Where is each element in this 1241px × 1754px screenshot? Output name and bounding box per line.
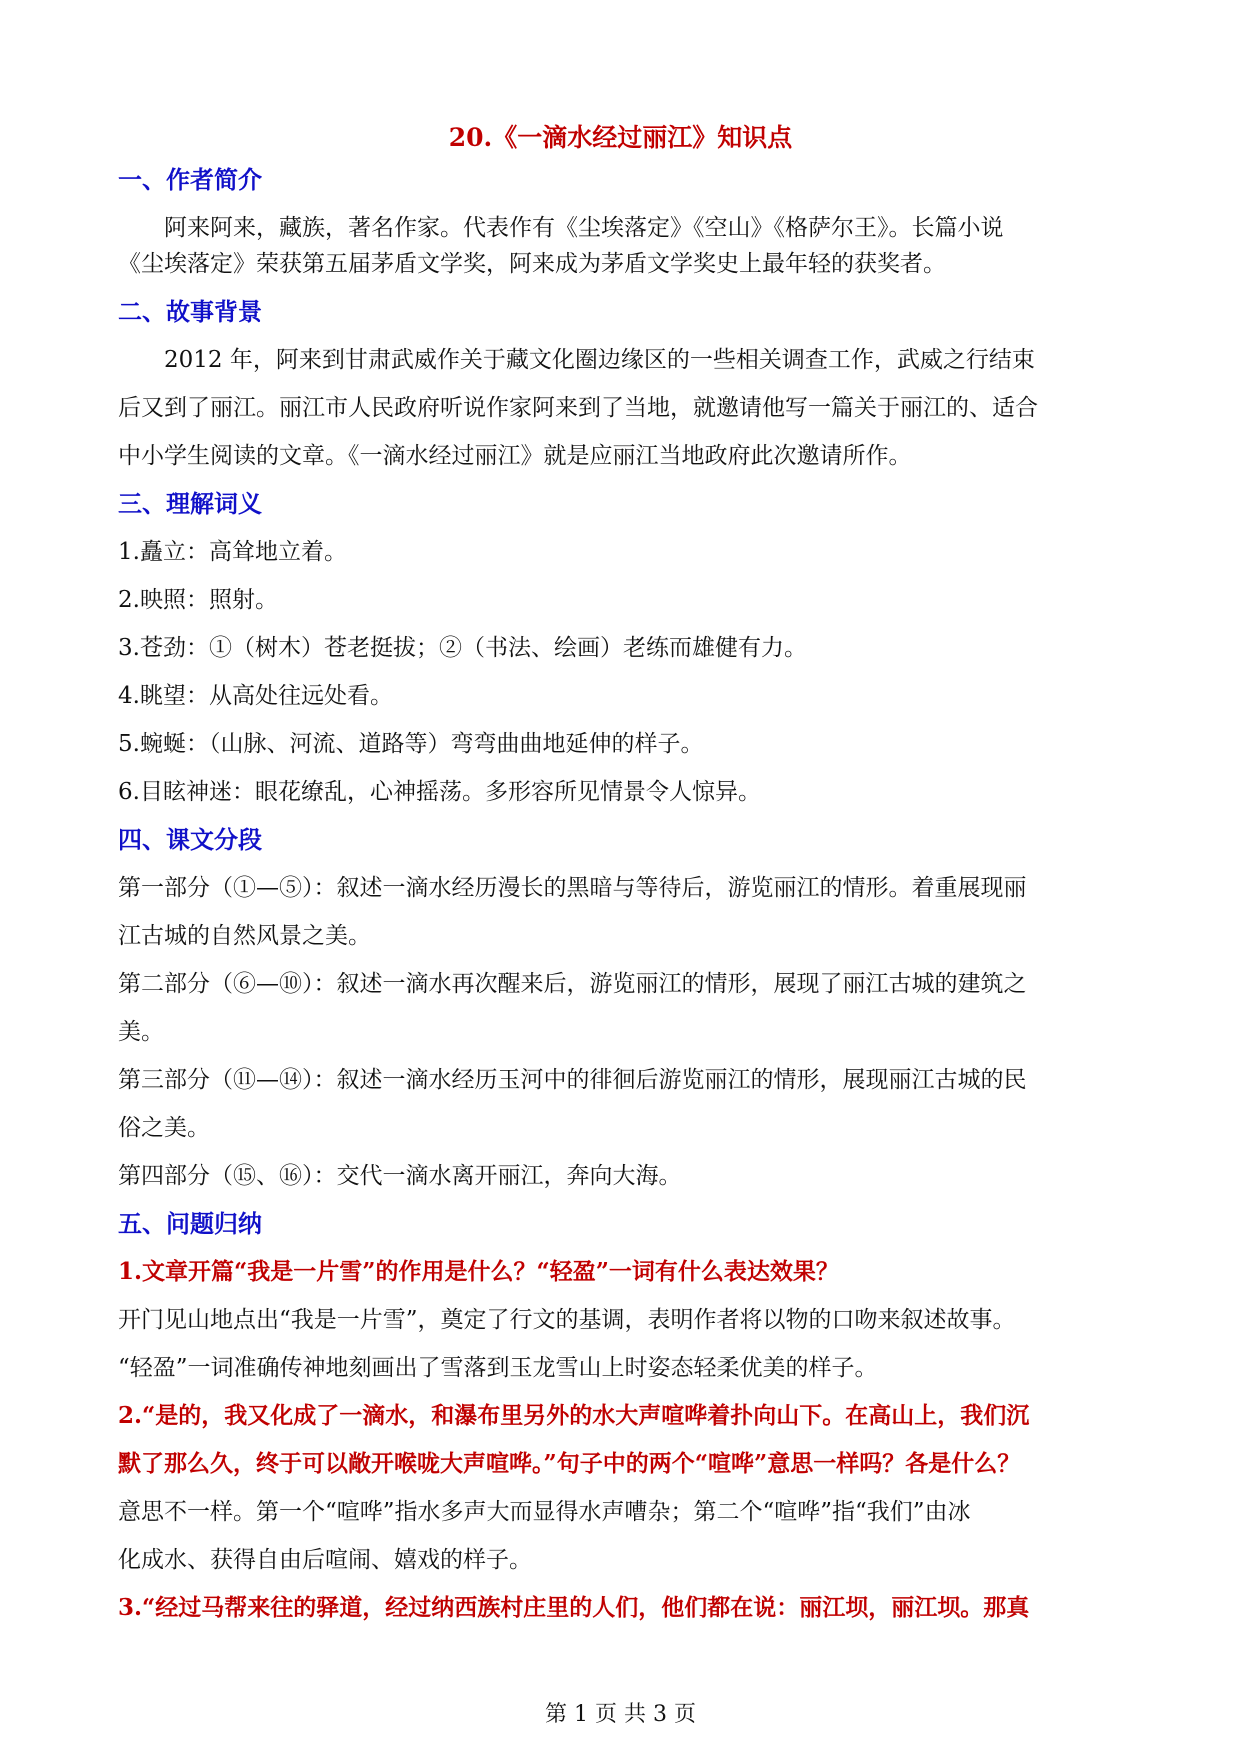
section-heading-author: 一、作者简介 <box>118 165 262 194</box>
paragraph-line: 后又到了丽江。丽江市人民政府听说作家阿来到了当地，就邀请他写一篇关于丽江的、适合 <box>118 395 1038 421</box>
section-heading-background: 二、故事背景 <box>118 297 262 326</box>
section-heading-questions: 五、问题归纳 <box>118 1209 262 1238</box>
answer-1-line: “轻盈”一词准确传神地刻画出了雪落到玉龙雪山上时姿态轻柔优美的样子。 <box>118 1355 878 1381</box>
paragraph-line: 阿来阿来，藏族，著名作家。代表作有《尘埃落定》《空山》《格萨尔王》。长篇小说 <box>164 215 1004 241</box>
vocab-item: 1.矗立：高耸地立着。 <box>118 539 347 565</box>
structure-line: 第一部分（①—⑤）：叙述一滴水经历漫长的黑暗与等待后，游览丽江的情形。着重展现丽 <box>118 875 1027 901</box>
document-body <box>118 162 1128 1638</box>
vocab-item: 4.眺望：从高处往远处看。 <box>118 683 393 709</box>
vocab-item: 5.蜿蜒：（山脉、河流、道路等）弯弯曲曲地延伸的样子。 <box>118 731 704 757</box>
structure-line: 美。 <box>118 1019 164 1045</box>
answer-1-line: 开门见山地点出“我是一片雪”，奠定了行文的基调，表明作者将以物的口吻来叙述故事。 <box>118 1307 1016 1333</box>
page-number: 第 1 页 共 3 页 <box>545 1702 696 1727</box>
question-2-line: 默了那么久，终于可以敞开喉咙大声喧哗。”句子中的两个“喧哗”意思一样吗？各是什么？ <box>118 1450 1021 1477</box>
answer-2-line: 化成水、获得自由后喧闹、嬉戏的样子。 <box>118 1547 532 1573</box>
paragraph-line: 《尘埃落定》荣获第五届茅盾文学奖，阿来成为茅盾文学奖史上最年轻的获奖者。 <box>118 251 946 277</box>
paragraph-line: 中小学生阅读的文章。《一滴水经过丽江》就是应丽江当地政府此次邀请所作。 <box>118 443 912 469</box>
question-2-line: 2.“是的，我又化成了一滴水，和瀑布里另外的水大声喧哗着扑向山下。在高山上，我们沉 <box>118 1402 1030 1429</box>
structure-line: 第四部分（⑮、⑯）：交代一滴水离开丽江，奔向大海。 <box>118 1163 682 1189</box>
section-heading-vocab: 三、理解词义 <box>118 489 262 518</box>
paragraph-line: 2012 年，阿来到甘肃武威作关于藏文化圈边缘区的一些相关调查工作，武威之行结束 <box>164 347 1035 373</box>
question-1: 1.文章开篇“我是一片雪”的作用是什么？“轻盈”一词有什么表达效果？ <box>118 1258 839 1285</box>
vocab-item: 2.映照：照射。 <box>118 587 278 613</box>
structure-line: 第三部分（⑪—⑭）：叙述一滴水经历玉河中的徘徊后游览丽江的情形，展现丽江古城的民 <box>118 1067 1027 1093</box>
section-heading-structure: 四、课文分段 <box>118 825 262 854</box>
document-title: 20.《一滴水经过丽江》知识点 <box>448 123 793 152</box>
structure-line: 俗之美。 <box>118 1115 210 1141</box>
question-3: 3.“经过马帮来往的驿道，经过纳西族村庄里的人们，他们都在说：丽江坝，丽江坝。那真 <box>118 1594 1030 1621</box>
structure-line: 第二部分（⑥—⑩）：叙述一滴水再次醒来后，游览丽江的情形，展现了丽江古城的建筑之 <box>118 971 1027 997</box>
answer-2-line: 意思不一样。第一个“喧哗”指水多声大而显得水声嘈杂；第二个“喧哗”指“我们”由冰 <box>118 1499 971 1525</box>
vocab-item: 6.目眩神迷：眼花缭乱，心神摇荡。多形容所见情景令人惊异。 <box>118 779 761 805</box>
vocab-item: 3.苍劲：①（树木）苍老挺拔；②（书法、绘画）老练而雄健有力。 <box>118 635 807 661</box>
structure-line: 江古城的自然风景之美。 <box>118 923 371 949</box>
